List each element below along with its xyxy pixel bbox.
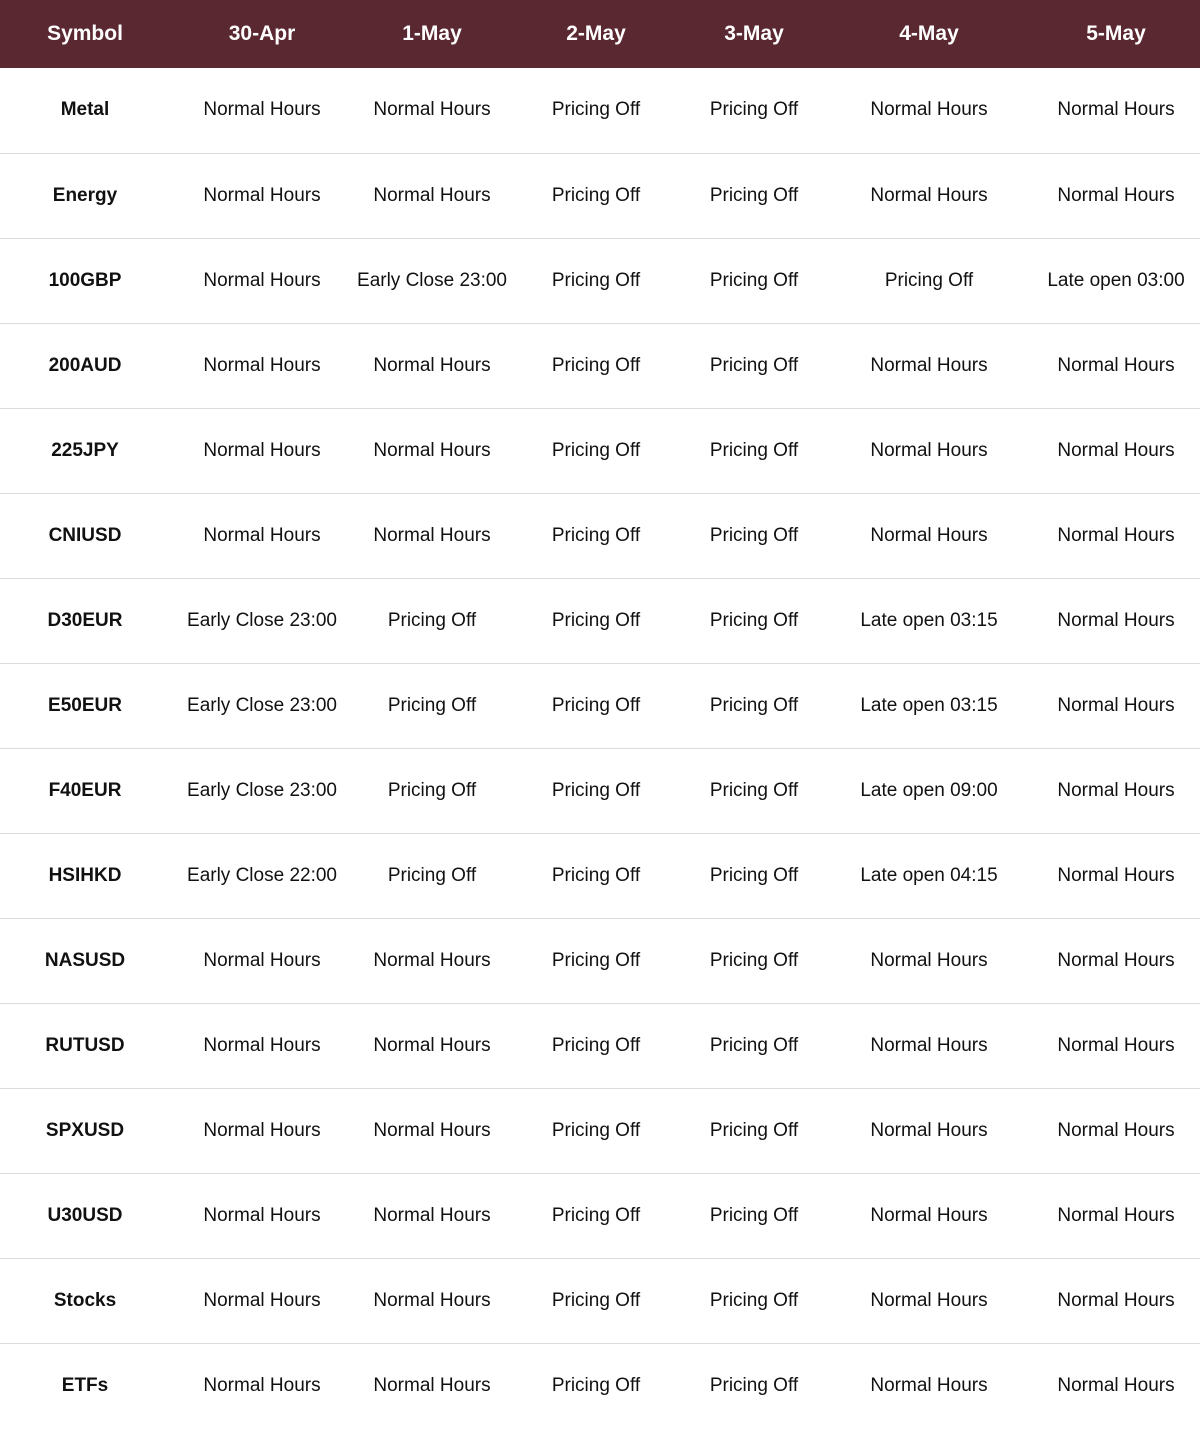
status-cell: Normal Hours (203, 1204, 321, 1226)
symbol-cell: HSIHKD (48, 864, 122, 886)
status-cell: Normal Hours (203, 524, 321, 546)
status-cell: Normal Hours (870, 1204, 988, 1226)
table-row (0, 493, 1200, 578)
header-row (0, 0, 1200, 68)
status-cell: Normal Hours (373, 184, 491, 206)
status-cell: Normal Hours (1057, 354, 1175, 376)
table-row (0, 408, 1200, 493)
status-cell: Normal Hours (373, 524, 491, 546)
table-row (0, 1343, 1200, 1428)
status-cell: Pricing Off (551, 1204, 641, 1226)
status-cell: Normal Hours (203, 439, 321, 461)
status-cell: Pricing Off (551, 779, 641, 801)
status-cell: Normal Hours (203, 1119, 321, 1141)
status-cell: Normal Hours (870, 184, 988, 206)
status-cell: Normal Hours (1057, 1289, 1175, 1311)
status-cell: Normal Hours (1057, 1374, 1175, 1396)
table-row (0, 918, 1200, 1003)
status-cell: Normal Hours (1057, 1034, 1175, 1056)
header-date: 4-May (899, 22, 959, 45)
status-cell: Pricing Off (709, 1034, 799, 1056)
symbol-cell: Metal (60, 99, 110, 121)
status-cell: Late open 03:15 (860, 694, 998, 716)
status-cell: Pricing Off (551, 354, 641, 376)
status-cell: Pricing Off (551, 1119, 641, 1141)
status-cell: Pricing Off (709, 439, 799, 461)
status-cell: Normal Hours (1057, 99, 1175, 121)
status-cell: Normal Hours (870, 1119, 988, 1141)
status-cell: Pricing Off (551, 1289, 641, 1311)
symbol-cell: E50EUR (48, 694, 122, 716)
status-cell: Normal Hours (203, 269, 321, 291)
symbol-cell: NASUSD (44, 949, 126, 971)
status-cell: Normal Hours (870, 524, 988, 546)
status-cell: Pricing Off (709, 1289, 799, 1311)
table-row (0, 153, 1200, 238)
status-cell: Normal Hours (870, 1034, 988, 1056)
status-cell: Normal Hours (870, 949, 988, 971)
symbol-cell: F40EUR (48, 779, 122, 801)
table-row (0, 1258, 1200, 1343)
status-cell: Late open 03:00 (1047, 269, 1185, 291)
status-cell: Normal Hours (1057, 949, 1175, 971)
status-cell: Normal Hours (373, 949, 491, 971)
symbol-cell: Stocks (53, 1289, 117, 1311)
header-date: 30-Apr (228, 22, 296, 45)
status-cell: Early Close 23:00 (187, 609, 337, 631)
status-cell: Pricing Off (709, 99, 799, 121)
table-row (0, 748, 1200, 833)
status-cell: Normal Hours (373, 1289, 491, 1311)
status-cell: Pricing Off (551, 609, 641, 631)
table-row (0, 1088, 1200, 1173)
status-cell: Pricing Off (709, 1119, 799, 1141)
symbol-cell: 100GBP (48, 269, 122, 291)
status-cell: Normal Hours (203, 1374, 321, 1396)
symbol-cell: CNIUSD (48, 524, 122, 546)
status-cell: Normal Hours (870, 439, 988, 461)
table-row (0, 238, 1200, 323)
status-cell: Pricing Off (551, 1374, 641, 1396)
status-cell: Late open 04:15 (860, 864, 998, 886)
status-cell: Normal Hours (1057, 864, 1175, 886)
status-cell: Pricing Off (387, 864, 477, 886)
status-cell: Pricing Off (551, 864, 641, 886)
table-row (0, 833, 1200, 918)
status-cell: Pricing Off (709, 1374, 799, 1396)
header-date: 5-May (1086, 22, 1146, 45)
status-cell: Pricing Off (709, 269, 799, 291)
status-cell: Normal Hours (870, 99, 988, 121)
status-cell: Normal Hours (870, 1289, 988, 1311)
header-date: 1-May (402, 22, 462, 45)
status-cell: Pricing Off (551, 439, 641, 461)
status-cell: Normal Hours (1057, 184, 1175, 206)
status-cell: Pricing Off (709, 694, 799, 716)
status-cell: Early Close 22:00 (187, 864, 337, 886)
status-cell: Normal Hours (1057, 779, 1175, 801)
status-cell: Normal Hours (203, 184, 321, 206)
table-row (0, 1003, 1200, 1088)
status-cell: Normal Hours (373, 1119, 491, 1141)
status-cell: Pricing Off (709, 524, 799, 546)
status-cell: Pricing Off (709, 354, 799, 376)
status-cell: Normal Hours (870, 1374, 988, 1396)
header-date: 2-May (566, 22, 626, 45)
status-cell: Pricing Off (551, 1034, 641, 1056)
status-cell: Pricing Off (551, 99, 641, 121)
status-cell: Pricing Off (551, 184, 641, 206)
status-cell: Normal Hours (373, 1374, 491, 1396)
status-cell: Normal Hours (373, 439, 491, 461)
symbol-cell: U30USD (47, 1204, 123, 1226)
status-cell: Normal Hours (1057, 694, 1175, 716)
status-cell: Early Close 23:00 (357, 269, 507, 291)
status-cell: Normal Hours (373, 354, 491, 376)
symbol-cell: ETFs (61, 1374, 109, 1396)
status-cell: Pricing Off (709, 1204, 799, 1226)
status-cell: Early Close 23:00 (187, 779, 337, 801)
status-cell: Normal Hours (1057, 609, 1175, 631)
status-cell: Normal Hours (1057, 1204, 1175, 1226)
table-row (0, 663, 1200, 748)
header-symbol: Symbol (47, 22, 123, 45)
status-cell: Normal Hours (203, 99, 321, 121)
table-row (0, 323, 1200, 408)
status-cell: Normal Hours (1057, 439, 1175, 461)
symbol-cell: Energy (52, 184, 118, 206)
symbol-cell: SPXUSD (45, 1119, 125, 1141)
status-cell: Normal Hours (373, 99, 491, 121)
status-cell: Pricing Off (709, 949, 799, 971)
status-cell: Pricing Off (387, 779, 477, 801)
symbol-cell: 200AUD (48, 354, 122, 376)
status-cell: Pricing Off (551, 524, 641, 546)
status-cell: Pricing Off (709, 609, 799, 631)
status-cell: Normal Hours (870, 354, 988, 376)
status-cell: Pricing Off (884, 269, 974, 291)
status-cell: Normal Hours (203, 1034, 321, 1056)
table-row (0, 578, 1200, 663)
status-cell: Normal Hours (1057, 524, 1175, 546)
header-date: 3-May (724, 22, 784, 45)
table-header (0, 0, 1200, 68)
status-cell: Normal Hours (203, 949, 321, 971)
symbol-cell: D30EUR (47, 609, 123, 631)
status-cell: Pricing Off (551, 694, 641, 716)
symbol-cell: 225JPY (51, 439, 119, 461)
status-cell: Late open 09:00 (860, 779, 998, 801)
status-cell: Pricing Off (709, 184, 799, 206)
status-cell: Late open 03:15 (860, 609, 998, 631)
status-cell: Normal Hours (1057, 1119, 1175, 1141)
status-cell: Pricing Off (387, 694, 477, 716)
status-cell: Pricing Off (551, 269, 641, 291)
table-row (0, 1173, 1200, 1258)
status-cell: Pricing Off (387, 609, 477, 631)
status-cell: Pricing Off (709, 864, 799, 886)
status-cell: Normal Hours (203, 354, 321, 376)
status-cell: Normal Hours (373, 1034, 491, 1056)
status-cell: Normal Hours (203, 1289, 321, 1311)
table-row (0, 68, 1200, 153)
status-cell: Early Close 23:00 (187, 694, 337, 716)
status-cell: Pricing Off (551, 949, 641, 971)
table-body (0, 68, 1200, 1428)
status-cell: Pricing Off (709, 779, 799, 801)
symbol-cell: RUTUSD (45, 1034, 125, 1056)
status-cell: Normal Hours (373, 1204, 491, 1226)
